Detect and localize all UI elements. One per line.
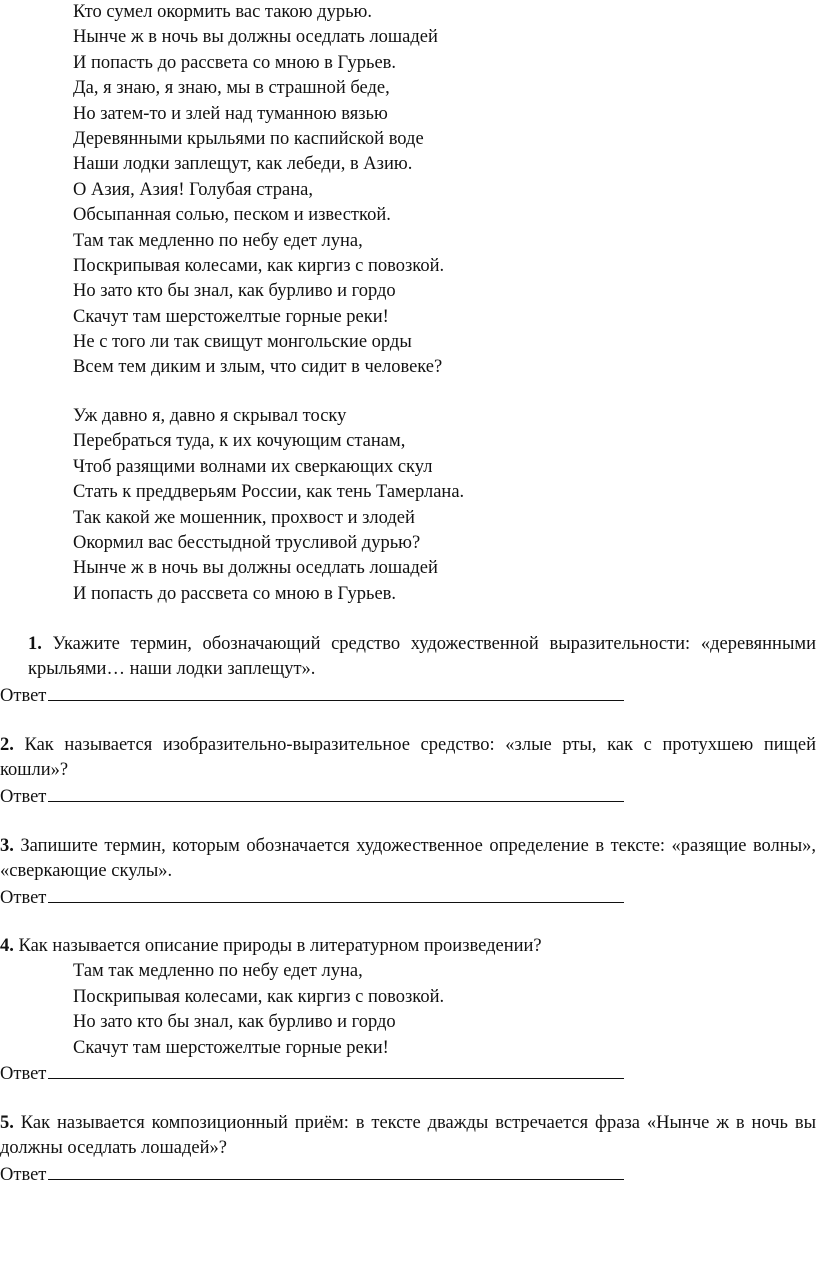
poem-line: Обсыпанная солью, песком и известкой.	[73, 205, 391, 226]
answer-field[interactable]	[48, 784, 624, 802]
quote-line: Поскрипывая колесами, как киргиз с повозкой.	[73, 986, 445, 1007]
answer-row	[0, 1162, 816, 1187]
answer-label: Ответ	[0, 1164, 47, 1185]
question-text	[0, 834, 816, 885]
question-number: 3.	[0, 836, 14, 856]
poem-line: Да, я знаю, я знаю, мы в страшной беде,	[73, 78, 390, 99]
question-3	[0, 834, 816, 910]
answer-label: Ответ	[0, 887, 47, 908]
answer-row	[0, 1061, 816, 1086]
answer-label: Ответ	[0, 1063, 47, 1084]
question-body: Как называется описание природы в литературном произведении?	[18, 936, 542, 956]
answer-field[interactable]	[48, 1061, 624, 1079]
answer-label: Ответ	[0, 786, 47, 807]
poem-line: И попасть до рассвета со мною в Гурьев.	[73, 583, 397, 604]
poem-line: Всем тем диким и злым, что сидит в человеке?	[73, 357, 443, 378]
question-text	[0, 733, 816, 784]
poem-stanza-1	[73, 0, 444, 381]
poem-line: Но затем-то и злей над туманною вязью	[73, 103, 388, 124]
question-2	[0, 733, 816, 809]
poem-line: Стать к преддверьям России, как тень Тамерлана.	[73, 482, 465, 503]
question-1	[0, 632, 816, 708]
question-text	[0, 934, 816, 959]
question-body: Запишите термин, которым обозначается художественное определение в тексте: «разящие волны», «сверкающие скулы».	[0, 836, 816, 882]
poem-line: И попасть до рассвета со мною в Гурьев.	[73, 52, 397, 73]
poem-line: Наши лодки заплещут, как лебеди, в Азию.	[73, 154, 413, 175]
poem-line: Перебраться туда, к их кочующим станам,	[73, 431, 406, 452]
question-number: 5.	[0, 1113, 14, 1133]
question-text	[0, 632, 816, 683]
quote-line: Там так медленно по небу едет луна,	[73, 961, 363, 982]
poem-line: Деревянными крыльями по каспийской воде	[73, 128, 424, 149]
poem-line: Не с того ли так свищут монгольские орды	[73, 332, 412, 353]
answer-row	[0, 683, 816, 708]
answer-field[interactable]	[48, 885, 624, 903]
question-body: Как называется изобразительно-выразительное средство: «злые рты, как с протухшею пищей кошли»?	[0, 735, 816, 781]
poem-line: Уж давно я, давно я скрывал тоску	[73, 406, 347, 426]
poem-line: Окормил вас бесстыдной трусливой дурью?	[73, 532, 421, 553]
question-number: 2.	[0, 735, 14, 755]
poem-quote	[0, 959, 816, 1061]
poem-line: Но зато кто бы знал, как бурливо и гордо	[73, 281, 396, 302]
answer-row	[0, 885, 816, 910]
poem-line: О Азия, Азия! Голубая страна,	[73, 179, 313, 200]
question-number: 4.	[0, 936, 14, 956]
question-body: Как называется композиционный приём: в тексте дважды встречается фраза «Нынче ж в ночь вы должны оседлать лошадей»?	[0, 1113, 816, 1159]
question-number: 1.	[28, 634, 42, 654]
poem-line: Чтоб разящими волнами их сверкающих скул	[73, 456, 433, 477]
poem-line: Кто сумел окормить вас такою дурью.	[73, 2, 372, 22]
poem-line: Нынче ж в ночь вы должны оседлать лошадей	[73, 558, 438, 579]
poem-stanza-2	[73, 404, 464, 607]
quote-line: Но зато кто бы знал, как бурливо и гордо	[73, 1012, 396, 1033]
answer-field[interactable]	[48, 1162, 624, 1180]
question-4	[0, 934, 816, 1086]
answer-field[interactable]	[48, 683, 624, 701]
quote-line: Скачут там шерстожелтые горные реки!	[73, 1037, 389, 1058]
poem-line: Нынче ж в ночь вы должны оседлать лошадей	[73, 27, 438, 48]
answer-row	[0, 784, 816, 809]
answer-label: Ответ	[0, 685, 47, 706]
poem-line: Скачут там шерстожелтые горные реки!	[73, 306, 389, 327]
poem-line: Поскрипывая колесами, как киргиз с повозкой.	[73, 255, 445, 276]
question-5	[0, 1111, 816, 1187]
question-text	[0, 1111, 816, 1162]
poem-line: Там так медленно по небу едет луна,	[73, 230, 363, 251]
poem-line: Так какой же мошенник, прохвост и злодей	[73, 507, 415, 528]
question-body: Укажите термин, обозначающий средство художественной выразительности: «деревянными крыльями… наши лодки заплещут».	[28, 634, 816, 680]
